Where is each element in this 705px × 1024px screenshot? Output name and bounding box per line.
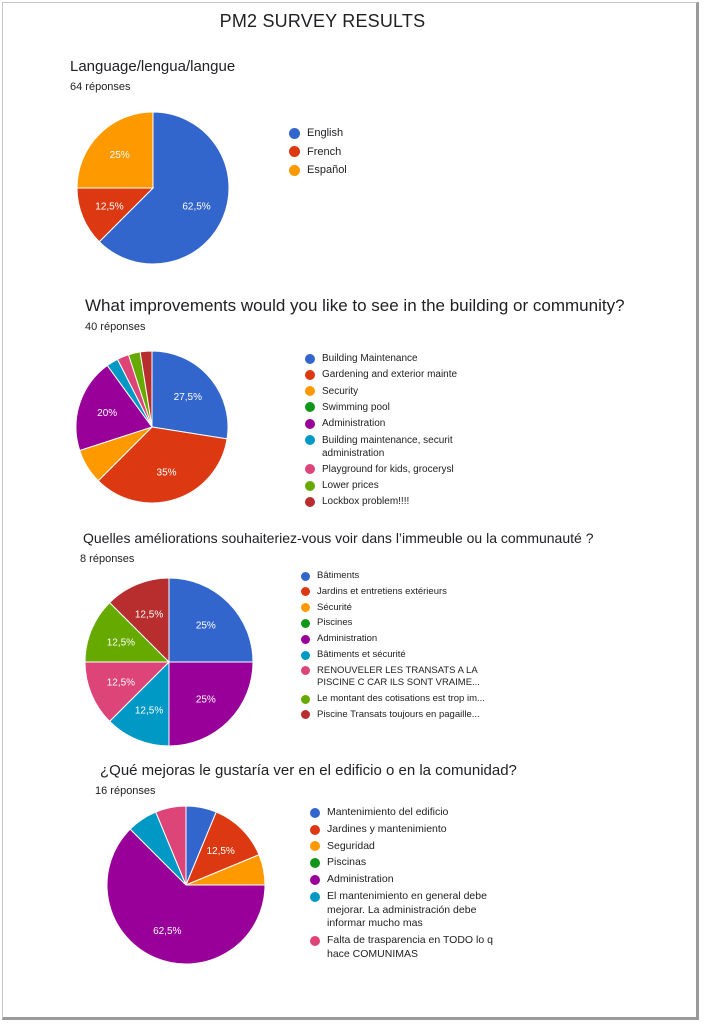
legend-swatch bbox=[289, 165, 300, 176]
slice-label: 12,5% bbox=[134, 609, 164, 621]
legend-swatch bbox=[301, 635, 310, 644]
chart-title: Quelles améliorations souhaiteriez-vous voir dans l’immeuble ou la communauté ? bbox=[83, 530, 594, 546]
legend-label-espanol-2: Español bbox=[307, 164, 347, 176]
pie-chart bbox=[83, 576, 255, 748]
legend-item bbox=[301, 570, 359, 582]
response-count: 64 réponses bbox=[70, 81, 131, 93]
slice-label: 12,5% bbox=[134, 705, 164, 717]
legend-swatch bbox=[301, 666, 310, 675]
legend-item bbox=[305, 463, 454, 476]
chart-title: Language/lengua/langue bbox=[70, 58, 236, 75]
slice-label: 25% bbox=[109, 150, 130, 162]
legend-item bbox=[310, 806, 448, 820]
legend-label-lockbox-problem-8: Lockbox problem!!!! bbox=[322, 496, 410, 508]
chart-title: ¿Qué mejoras le gustaría ver en el edificio o en la comunidad? bbox=[100, 762, 517, 779]
legend-item bbox=[301, 709, 480, 721]
slice-label: 25% bbox=[195, 694, 216, 706]
legend-swatch bbox=[301, 710, 310, 719]
legend-label-el-mantenimiento-en-general-debe-5: El mantenimiento en general debe mejorar. La administración debe informar mucho mas bbox=[327, 890, 487, 930]
legend-label-administration-4: Administration bbox=[317, 633, 378, 645]
legend-label-piscines-3: Piscines bbox=[317, 617, 353, 629]
legend-label-french-1: French bbox=[307, 145, 342, 158]
legend-label-administration-4: Administration bbox=[322, 418, 386, 430]
legend-label-building-maintenance-securit-5: Building maintenance, securit administration bbox=[322, 434, 453, 459]
legend-swatch bbox=[301, 651, 310, 660]
legend-swatch bbox=[305, 497, 315, 507]
legend-label-mantenimiento-del-edificio-0: Mantenimiento del edificio bbox=[327, 806, 449, 818]
legend-label-building-maintenance-0: Building Maintenance bbox=[322, 353, 418, 364]
legend-swatch bbox=[301, 695, 310, 704]
response-count: 16 réponses bbox=[95, 785, 156, 797]
legend-swatch bbox=[310, 936, 320, 946]
slice-label: 12,5% bbox=[206, 845, 235, 857]
pie-chart bbox=[74, 349, 230, 505]
legend-swatch bbox=[305, 419, 315, 429]
response-count: 8 réponses bbox=[80, 553, 135, 565]
legend-item bbox=[301, 617, 352, 629]
legend-label-batiments-et-securite-5: Bâtiments et sécurité bbox=[317, 649, 406, 660]
legend-item bbox=[305, 417, 385, 430]
legend-item bbox=[310, 934, 493, 961]
legend-label-securite-2: Sécurité bbox=[317, 601, 352, 613]
legend-item bbox=[289, 145, 341, 159]
legend-label-playground-for-kids-grocerysl-6: Playground for kids, grocerysl bbox=[322, 463, 454, 475]
legend-label-jardines-y-mantenimiento-1: Jardines y mantenimiento bbox=[327, 822, 447, 835]
slice-label: 12,5% bbox=[106, 677, 136, 689]
legend-item bbox=[301, 602, 352, 614]
legend-swatch bbox=[289, 128, 300, 139]
legend-label-gardening-and-exterior-mainte-1: Gardening and exterior mainte bbox=[322, 369, 458, 381]
legend-item bbox=[289, 163, 347, 177]
legend-item bbox=[289, 126, 343, 140]
legend-swatch bbox=[289, 146, 300, 157]
legend-label-administration-4: Administration bbox=[327, 873, 394, 886]
legend-item bbox=[305, 434, 453, 460]
legend-label-batiments-0: Bâtiments bbox=[317, 570, 360, 581]
legend-swatch bbox=[305, 354, 315, 364]
response-count: 40 réponses bbox=[85, 321, 146, 333]
slice-label: 12,5% bbox=[95, 201, 124, 213]
legend-swatch bbox=[310, 825, 320, 835]
legend-swatch bbox=[305, 481, 315, 491]
slice-label: 25% bbox=[195, 620, 216, 632]
legend-item bbox=[310, 840, 375, 854]
legend-swatch bbox=[301, 619, 310, 628]
legend-swatch bbox=[310, 808, 320, 818]
slice-label: 12,5% bbox=[106, 637, 136, 649]
legend-item bbox=[301, 693, 485, 705]
legend-swatch bbox=[305, 370, 315, 380]
legend-item bbox=[301, 665, 480, 690]
slice-label: 62,5% bbox=[182, 201, 211, 213]
legend-swatch bbox=[310, 841, 320, 851]
page-title: PM2 SURVEY RESULTS bbox=[219, 11, 426, 31]
slice-label: 62,5% bbox=[153, 925, 182, 937]
legend-swatch bbox=[310, 892, 320, 902]
legend-item bbox=[301, 649, 406, 661]
chart-title: What improvements would you like to see in the building or community? bbox=[85, 296, 625, 315]
legend-label-renouveler-les-transats-a-la-6: RENOUVELER LES TRANSATS A LA PISCINE C CAR ILS SONT VRAIME... bbox=[317, 664, 480, 689]
legend-label-lower-prices-7: Lower prices bbox=[322, 480, 379, 492]
legend-item bbox=[310, 823, 447, 837]
legend-item bbox=[310, 856, 366, 870]
legend-swatch bbox=[310, 858, 320, 868]
legend-item bbox=[301, 633, 377, 645]
legend-item bbox=[310, 890, 487, 931]
legend-item bbox=[305, 401, 390, 414]
legend-item bbox=[310, 873, 394, 887]
legend-label-swimming-pool-3: Swimming pool bbox=[322, 401, 390, 413]
legend-label-falta-de-trasparencia-en-todo-lo-q-6: Falta de trasparencia en TODO lo q hace COMUNIMAS bbox=[327, 934, 493, 960]
legend-swatch bbox=[305, 402, 315, 412]
legend-item bbox=[305, 352, 418, 365]
legend-swatch bbox=[305, 386, 315, 396]
legend-label-piscinas-3: Piscinas bbox=[327, 856, 367, 869]
legend-label-seguridad-2: Seguridad bbox=[327, 839, 375, 852]
legend-swatch bbox=[305, 464, 315, 474]
slice-label: 20% bbox=[97, 407, 118, 419]
pie-chart bbox=[75, 110, 231, 266]
legend-item bbox=[305, 385, 358, 398]
legend-item bbox=[301, 586, 447, 598]
slice-label: 27,5% bbox=[173, 391, 203, 403]
legend-label-english-0: English bbox=[307, 127, 344, 139]
legend-item bbox=[305, 495, 409, 508]
legend-swatch bbox=[301, 587, 310, 596]
legend-swatch bbox=[305, 435, 315, 445]
legend-label-jardins-et-entretiens-exterieurs-1: Jardins et entretiens extérieurs bbox=[317, 585, 447, 597]
slice-label: 35% bbox=[156, 467, 177, 479]
legend-label-piscine-transats-toujours-en-pagaille-8: Piscine Transats toujours en pagaille... bbox=[317, 708, 480, 720]
legend-swatch bbox=[301, 603, 310, 612]
legend-label-le-montant-des-cotisations-est-trop-im-7: Le montant des cotisations est trop im... bbox=[317, 692, 485, 704]
legend-item bbox=[305, 368, 457, 381]
legend-item bbox=[305, 479, 379, 492]
legend-swatch bbox=[301, 572, 310, 581]
pie-chart bbox=[105, 804, 267, 966]
legend-swatch bbox=[310, 875, 320, 885]
legend-label-security-2: Security bbox=[322, 385, 359, 397]
